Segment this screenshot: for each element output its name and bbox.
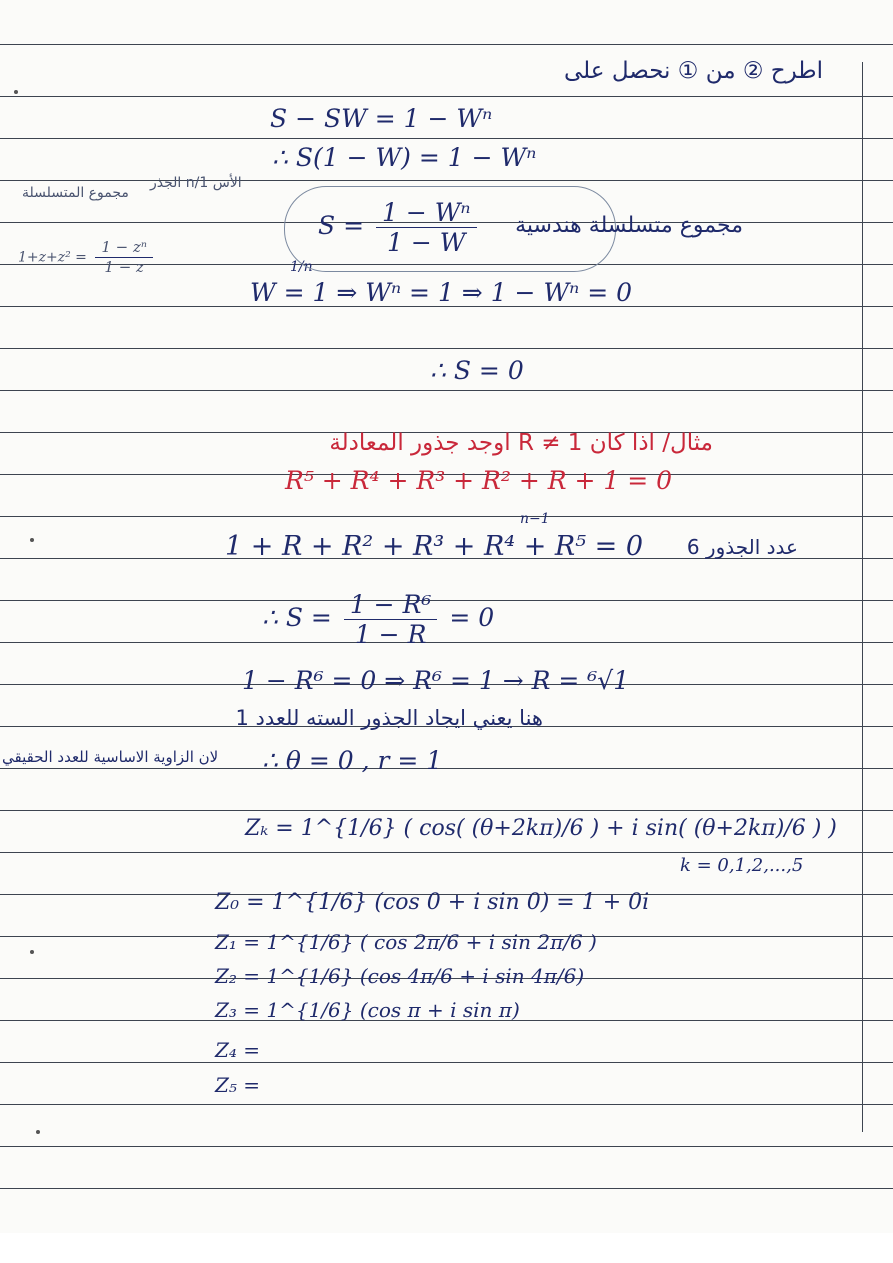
margin-note-formula bbox=[18, 240, 157, 275]
margin-dot bbox=[30, 538, 34, 542]
subtract-heading: اطرح ② من ① نحصل على bbox=[564, 58, 823, 84]
equation-z3: Z₃ = 1^{1/6} (cos π + i sin π) bbox=[215, 998, 520, 1022]
margin-formula-den: 1 − z bbox=[104, 258, 144, 276]
equation-theta-r: ∴ θ = 0 , r = 1 bbox=[262, 746, 443, 775]
ruled-line bbox=[0, 44, 893, 45]
margin-line bbox=[862, 62, 863, 1132]
example-title: مثال/ اذا كان R ≠ 1 اوجد جذور المعادلة bbox=[329, 430, 713, 456]
k-values: k = 0,1,2,...,5 bbox=[680, 855, 804, 876]
number-of-roots-note: عدد الجذور 6 bbox=[686, 535, 798, 559]
ruled-line bbox=[0, 138, 893, 139]
equation-s-minus-sw: S − SW = 1 − Wⁿ bbox=[270, 104, 493, 133]
boxed-formula bbox=[318, 200, 481, 255]
ruled-line bbox=[0, 768, 893, 769]
ruled-line bbox=[0, 1188, 893, 1189]
margin-formula-num: 1 − zⁿ bbox=[95, 240, 153, 258]
equation-series-sum: 1 + R + R² + R³ + R⁴ + R⁵ = 0 bbox=[225, 531, 644, 562]
exponent-1-over-n: 1/n bbox=[290, 259, 313, 275]
margin-formula-prefix: 1+z+z² = bbox=[18, 249, 87, 266]
boxed-lhs: S = bbox=[318, 211, 365, 240]
equation-s-fraction bbox=[262, 592, 494, 647]
margin-note-arabic-root: الأس 1/n الجذر bbox=[150, 175, 242, 191]
equation-zk: Zₖ = 1^{1/6} ( cos( (θ+2kπ)/6 ) + i sin( (θ+2kπ)/6 ) ) bbox=[245, 816, 837, 841]
equation-z2: Z₂ = 1^{1/6} (cos 4π/6 + i sin 4π/6) bbox=[215, 964, 585, 988]
ruled-line bbox=[0, 96, 893, 97]
equation-w-equals-1: W = 1 ⇒ Wⁿ = 1 ⇒ 1 − Wⁿ = 0 bbox=[250, 278, 633, 307]
page-bottom-margin bbox=[0, 1233, 893, 1263]
margin-dot bbox=[36, 1130, 40, 1134]
ruled-line bbox=[0, 810, 893, 811]
margin-dot bbox=[14, 90, 18, 94]
find-six-roots-note: هنا يعني ايجاد الجذور السته للعدد 1 bbox=[235, 706, 543, 730]
s-fraction bbox=[344, 592, 438, 647]
ruled-line bbox=[0, 1104, 893, 1105]
s-rhs: = 0 bbox=[449, 603, 495, 632]
equation-z1: Z₁ = 1^{1/6} ( cos 2π/6 + i sin 2π/6 ) bbox=[215, 930, 597, 954]
s-den: 1 − R bbox=[354, 620, 427, 649]
principal-angle-note: لان الزاوية الاساسية للعدد الحقيقي bbox=[2, 748, 219, 766]
boxed-den: 1 − W bbox=[387, 228, 466, 257]
margin-formula-fraction bbox=[95, 240, 153, 275]
margin-dot bbox=[30, 950, 34, 954]
ruled-line bbox=[0, 348, 893, 349]
ruled-line bbox=[0, 1062, 893, 1063]
equation-s-equals-0: ∴ S = 0 bbox=[430, 356, 524, 385]
example-equation: R⁵ + R⁴ + R³ + R² + R + 1 = 0 bbox=[285, 466, 673, 495]
s-num: 1 − R⁶ bbox=[344, 592, 438, 620]
exponent-n-minus-1: n−1 bbox=[520, 511, 550, 527]
equation-z0: Z₀ = 1^{1/6} (cos 0 + i sin 0) = 1 + 0i bbox=[215, 890, 650, 915]
geometric-series-label: مجموع متسلسلة هندسية bbox=[515, 213, 743, 238]
ruled-line bbox=[0, 1146, 893, 1147]
ruled-line bbox=[0, 390, 893, 391]
boxed-num: 1 − Wⁿ bbox=[376, 200, 477, 228]
boxed-fraction bbox=[376, 200, 477, 255]
equation-r6-equals-1: 1 − R⁶ = 0 ⇒ R⁶ = 1 → R = ⁶√1 bbox=[242, 666, 630, 695]
ruled-line bbox=[0, 852, 893, 853]
equation-factored: ∴ S(1 − W) = 1 − Wⁿ bbox=[272, 143, 537, 172]
equation-z4: Z₄ = bbox=[215, 1038, 261, 1062]
s-lhs: ∴ S = bbox=[262, 603, 332, 632]
margin-note-arabic: مجموع المتسلسلة bbox=[22, 185, 129, 201]
ruled-line bbox=[0, 180, 893, 181]
ruled-line bbox=[0, 516, 893, 517]
equation-z5: Z₅ = bbox=[215, 1073, 261, 1097]
